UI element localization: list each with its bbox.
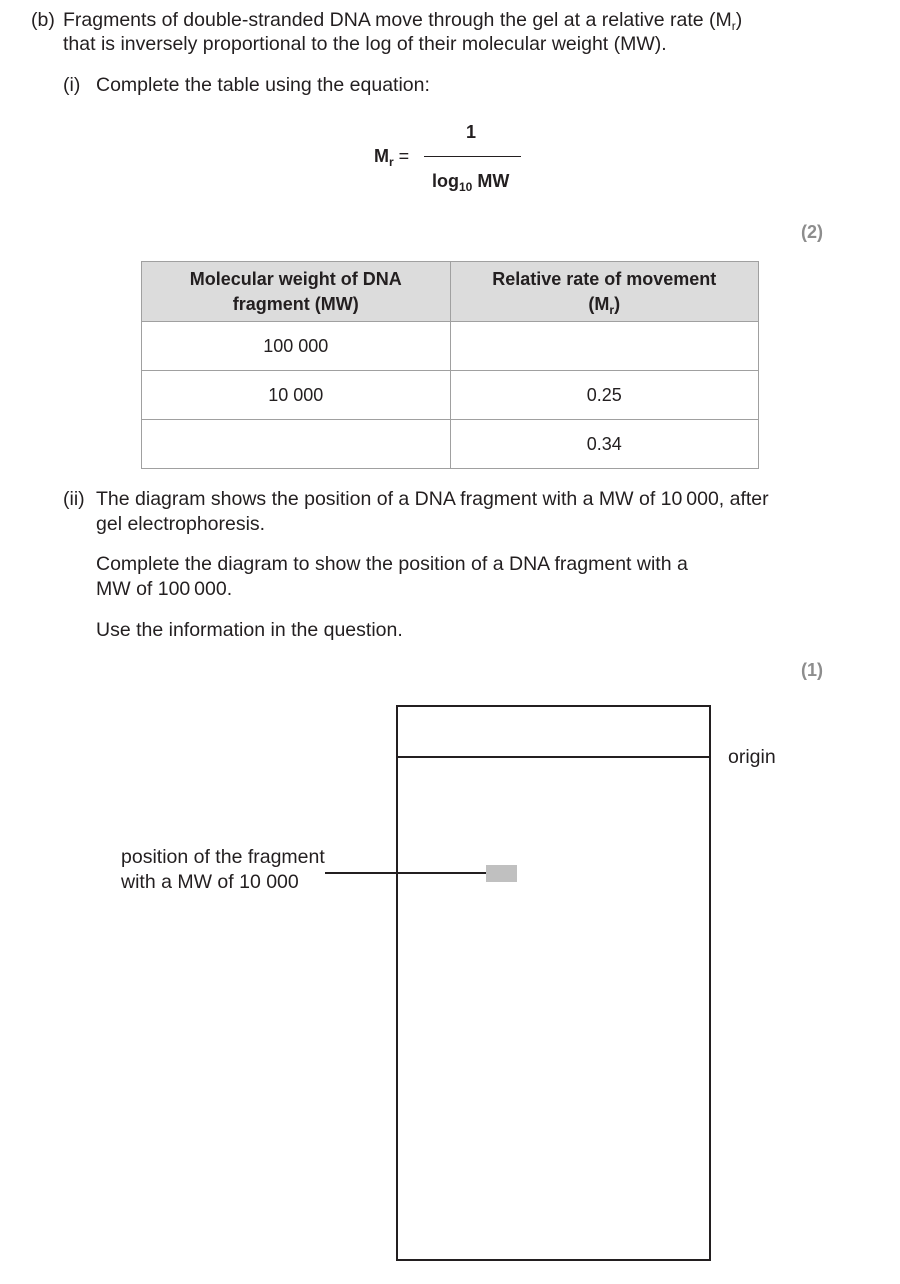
- part-b-line1-sub: r: [731, 19, 736, 33]
- equation-denominator: [432, 169, 509, 193]
- header-rate-line1: Relative rate of movement: [492, 268, 717, 289]
- part-ii-line2: gel electrophoresis.: [96, 513, 266, 535]
- header-mw-line1: Molecular weight of DNA: [189, 268, 402, 289]
- header-rate-sub: r: [609, 302, 615, 317]
- header-rate-open: (M: [588, 293, 610, 314]
- data-table: [141, 261, 759, 469]
- equation-log-sub: 10: [459, 180, 473, 194]
- equation-numerator: 1: [466, 122, 477, 142]
- dna-fragment-band: [486, 865, 517, 882]
- equation-mw: MW: [472, 171, 510, 191]
- equation-equals: =: [393, 146, 410, 166]
- table-row: [142, 371, 759, 420]
- fragment-label-line2: with a MW of 10 000: [121, 871, 299, 893]
- part-b-line1-text: Fragments of double-stranded DNA move through the gel at a relative rate (M: [63, 9, 732, 31]
- part-i-text: Complete the table using the equation:: [96, 74, 430, 96]
- marks-part-i: (2): [801, 222, 823, 242]
- cell-rate: 0.25: [450, 371, 759, 420]
- header-rate-close: ): [614, 293, 621, 314]
- fragment-label-line1: position of the fragment: [121, 846, 325, 868]
- header-rate: [450, 262, 759, 322]
- origin-line: [398, 756, 709, 758]
- equation-lhs-sub: r: [389, 155, 394, 169]
- header-rate-line2: [451, 292, 759, 317]
- header-mw: [142, 262, 451, 322]
- gel-diagram[interactable]: [396, 705, 711, 1261]
- table-header-row: [142, 262, 759, 322]
- equation-log: log: [432, 171, 459, 191]
- header-mw-line2: fragment (MW): [232, 293, 359, 314]
- part-ii-line3: Complete the diagram to show the position of a DNA fragment with a: [96, 553, 688, 575]
- part-i-label: (i): [63, 74, 81, 96]
- part-ii-line5: Use the information in the question.: [96, 619, 403, 641]
- origin-label: origin: [728, 746, 776, 768]
- equation-lhs: [374, 144, 409, 168]
- part-ii-line4: MW of 100 000.: [96, 578, 233, 600]
- equation-fraction-bar: [424, 156, 521, 157]
- part-b-label: (b): [31, 9, 55, 31]
- part-b-line1: [63, 8, 742, 32]
- table-row: [142, 420, 759, 469]
- part-ii-line1: The diagram shows the position of a DNA fragment with a MW of 10 000, after: [96, 488, 769, 510]
- cell-mw-answer[interactable]: [142, 420, 451, 469]
- part-b-line1-end: ): [735, 9, 743, 31]
- cell-mw: 10 000: [142, 371, 451, 420]
- cell-rate-answer[interactable]: [450, 322, 759, 371]
- table-row: [142, 322, 759, 371]
- cell-mw: 100 000: [142, 322, 451, 371]
- part-ii-label: (ii): [63, 488, 85, 510]
- cell-rate: 0.34: [450, 420, 759, 469]
- marks-part-ii: (1): [801, 660, 823, 680]
- equation-lhs-m: M: [374, 146, 389, 166]
- part-b-line2: that is inversely proportional to the log of their molecular weight (MW).: [63, 33, 667, 55]
- fragment-pointer-line: [325, 872, 486, 874]
